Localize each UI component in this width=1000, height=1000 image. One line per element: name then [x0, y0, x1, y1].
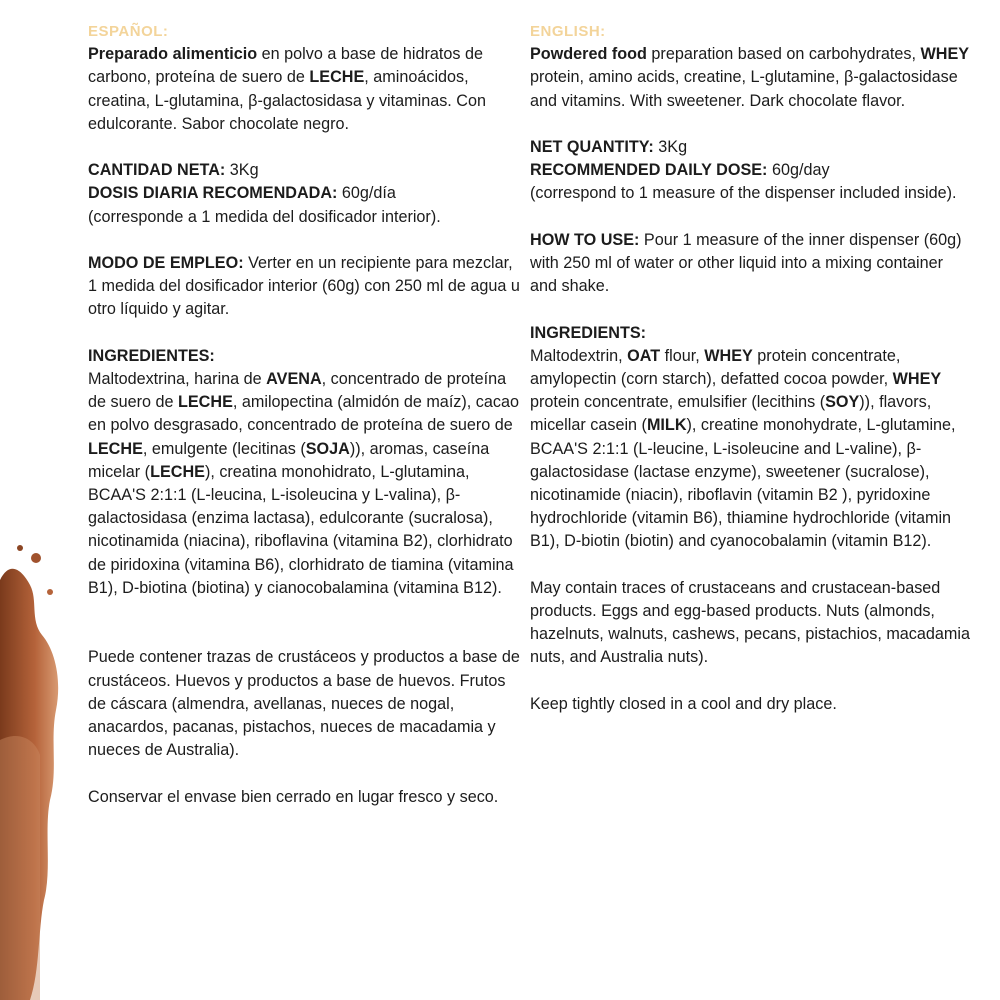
english-storage: Keep tightly closed in a cool and dry place. [530, 694, 837, 713]
english-allergen-traces: May contain traces of crustaceans and crustacean-based products. Eggs and egg-based products. Nuts (almonds, hazelnuts, walnuts, cashews, pecans, pistachios, macadamia nuts, and Australia nuts). [530, 578, 970, 667]
spanish-intro: Preparado alimenticio en polvo a base de hidratos de carbono, proteína de suero de LECHE, aminoácidos, creatina, L-glutamina, β-galactosidasa y vitaminas. Con edulcorante. Sabor chocolate negro. [88, 45, 487, 133]
spanish-allergen-traces: Puede contener trazas de crustáceos y productos a base de crustáceos. Huevos y productos a base de huevos. Frutos de cáscara (almendra, avellanas, nueces de nogal, anacardos, pacanas, pistachos, nueces de macadamia y nueces de Australia). [88, 648, 520, 760]
english-how-to-use: HOW TO USE: Pour 1 measure of the inner dispenser (60g) with 250 ml of water or other liquid into a mixing container and shake. [530, 230, 962, 296]
spanish-ingredients-heading: INGREDIENTES: [88, 346, 215, 365]
english-intro: Powdered food preparation based on carbohydrates, WHEY protein, amino acids, creatine, L-glutamine, β-galactosidase and vitamins. With sweetener. Dark chocolate flavor. [530, 45, 970, 110]
spanish-daily-dose: DOSIS DIARIA RECOMENDADA: 60g/día [88, 184, 396, 203]
spanish-heading: ESPAÑOL: [88, 23, 169, 40]
spanish-dose-note: (corresponde a 1 medida del dosificador interior). [88, 207, 441, 226]
english-column [530, 20, 970, 716]
english-net-quantity: NET QUANTITY: 3Kg [530, 138, 688, 156]
spanish-how-to-use: MODO DE EMPLEO: Verter en un recipiente para mezclar, 1 medida del dosificador interior (60g) con 250 ml de agua u otro líquido y agitar. [88, 254, 520, 319]
spanish-storage: Conservar el envase bien cerrado en lugar fresco y seco. [88, 787, 499, 806]
english-heading: ENGLISH: [530, 23, 606, 40]
english-ingredients-text: Maltodextrin, OAT flour, WHEY protein concentrate, amylopectin (corn starch), defatted cocoa powder, WHEY protein concentrate, emulsifier (lecithins (SOY)), flavors, micellar casein (MILK), creatine monohydrate, L-glutamine, BCAA'S 2:1:1 (L-leucine, L-isoleucine and L-valine), β-galactosidase (lactase enzyme), sweetener (sucralose), nicotinamide (niacin), riboflavin (vitamin B2 ), pyridoxine hydrochloride (vitamin B6), thiamine hydrochloride (vitamin B1), D-biotin (biotin) and cyanocobalamin (vitamin B12). [530, 346, 956, 551]
english-daily-dose: RECOMMENDED DAILY DOSE: 60g/day [530, 161, 830, 180]
spanish-net-quantity: CANTIDAD NETA: 3Kg [88, 161, 259, 180]
english-dose-note: (correspond to 1 measure of the dispenser included inside). [530, 184, 957, 203]
english-ingredients-heading: INGREDIENTS: [530, 323, 647, 342]
chocolate-splash-image [0, 540, 70, 1000]
spanish-column [88, 20, 520, 809]
spanish-ingredients-text: Maltodextrina, harina de AVENA, concentrado de proteína de suero de LECHE, amilopectina (almidón de maíz), cacao en polvo desgrasado, concentrado de proteína de suero de LECHE, emulgente (lecitinas (SOJA)), aromas, caseína micelar (LECHE), creatina monohidrato, L-glutamina, BCAA'S 2:1:1 (L-leucina, L-isoleucina y L-valina), β-galactosidasa (enzima lactasa), edulcorante (sucralosa), nicotinamida (niacina), riboflavina (vitamina B2), clorhidrato de piridoxina (vitamina B6), clorhidrato de tiamina (vitamina B1), D-biotina (biotina) y cianocobalamina (vitamina B12). [88, 370, 519, 597]
